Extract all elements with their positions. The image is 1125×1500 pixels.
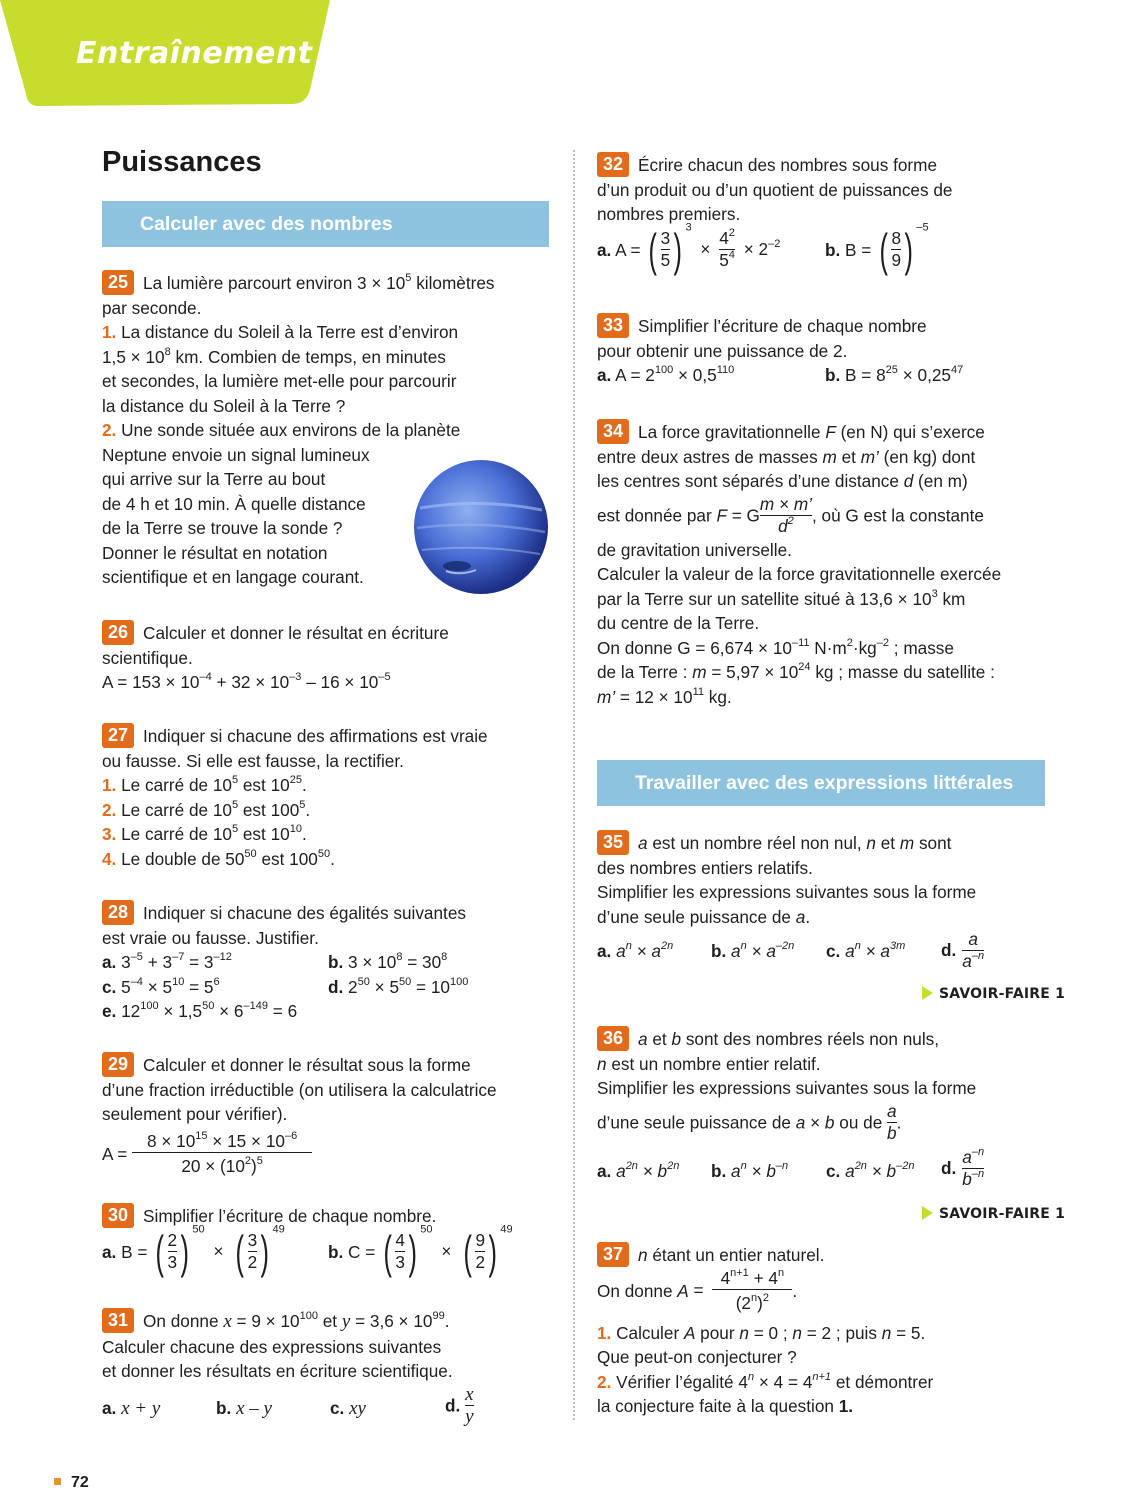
exercise-34: 34 La force gravitationnelle F (en N) qui s’exerce entre deux astres de masses m et m’ (en kg) dont les centres sont séparés d’une distance d (en m) est donnée par F = G $\frac{m \times m’}{d^2}$ , où G est la constante de gravitation universelle. Calculer la valeur de la force gravitationnelle exercée par la Terre sur un satellite situé à $13,6 \times 10^3$ km du centre de la Terre. On donne $G = 6,674 \times 10^{-11}$ $N\cdot m^2\cdot kg^{-2}$ ; masse de la Terre : $m = 5,97 \times 10^{24}$ kg ; masse du satellite : m’ = $12 \times 10^{11}$ kg. (597, 421, 1002, 707)
exercise-number: 27 (102, 723, 134, 748)
page-title: Puissances (102, 146, 262, 178)
exercise-number: 34 (597, 419, 629, 444)
exercise-28: 28 Indiquer si chacune des égalités suivantes est vraie ou fausse. Justifier. a. $3^{-5} + 3^{-7} = 3^{-12}$ b. $3 \times 10^8 = 30^8$ c. $5^{-4} \times 5^{10} = 5^6$ d. $2^{50} \times 5^{50} = 10^{100}$ e. $12^{100} \times 1,5^{50} \times 6^{-149} = 6$ (102, 902, 469, 1021)
exercise-number: 36 (597, 1026, 629, 1051)
exercise-number: 37 (597, 1242, 629, 1267)
list-item: 4. Le double de $50^{50}$ est $100^{50}$. (102, 847, 335, 869)
arrow-icon (922, 1206, 933, 1220)
exercise-27: 27 Indiquer si chacune des affirmations est vraie ou fausse. Si elle est fausse, la rectifier. 1. Le carré de $10^5$ est $10^{25}$. 2. Le carré de $10^5$ est $100^5$. 3. Le carré de $10^5$ est $10^{10}$. 4. Le double de $50^{50}$ est $100^{50}$. (102, 723, 552, 871)
exercise-number: 32 (597, 152, 629, 177)
exercise-33: 33 Simplifier l’écriture de chaque nombre pour obtenir une puissance de 2. a. $A = 2^{100} \times 0,5^{110}$ b. $B = 8^{25} \times 0,25^{47}$ (597, 315, 964, 385)
section-banner-expressions: Travailler avec des expressions littérales (597, 760, 1045, 806)
exercise-number: 31 (102, 1308, 134, 1333)
savoir-faire-link-36[interactable]: SAVOIR-FAIRE 1 (922, 1206, 1065, 1222)
exercise-number: 28 (102, 900, 134, 925)
list-item: 1. Le carré de $10^5$ est $10^{25}$. (102, 774, 307, 795)
page-number: 72 (54, 1474, 89, 1492)
exercise-29: 29 Calculer et donner le résultat sous la forme d’une fraction irréductible (on utilisera la calculatrice seulement pour vérifier). A = $\frac{8 \times 10^{15} \times 15 \times 10^{-6}}{20 \times (10^2)^5}$ (102, 1052, 562, 1177)
exercise-number: 25 (102, 270, 134, 295)
list-item: 2. Le carré de $10^5$ est $100^5$. (102, 798, 311, 820)
exercise-31: 31 On donne $x = 9 \times 10^{100}$ et $y = 3,6 \times 10^{99}$. Calculer chacune des expressions suivantes et donner les résultats en écriture scientifique. a. x + y b. x – y c. xy d. $\frac{x}{y}$ (102, 1310, 474, 1427)
bullet-square-icon (54, 1478, 61, 1485)
exercise-30: 30 Simplifier l’écriture de chaque nombre. a. B = ( $\frac{2}{3}$ ) $^{50}$ × ( $\frac{3}{2}$ ) $^{49}$ b. C = ( $\frac{4}{3}$ ) $^{50}$ × ( $\frac{9}{2}$ ) $^{49}$ (102, 1205, 513, 1278)
exercise-25: 25 La lumière parcourt environ $3 \times 10^5$ kilomètres par seconde. 1. La distance du Soleil à la Terre est d’environ $1,5 \times 10^8$ km. Combien de temps, en minutes et secondes, la lumière met-elle pour parcourir la distance du Soleil à la Terre ? 2. Une sonde située aux environs de la planète Neptune envoie un signal lumineux qui arrive sur la Terre au bout de 4 h et 10 min. À quelle distance de la Terre se trouve la sonde ? Donner le résultat en notation scientifique et en langage courant. (102, 272, 495, 587)
exercise-26: 26 Calculer et donner le résultat en écriture scientifique. $A = 153 \times 10^{-4} + 32 \times 10^{-3} - 16 \times 10^{-5}$ (102, 622, 449, 692)
exercise-number: 33 (597, 313, 629, 338)
exercise-number: 35 (597, 830, 629, 855)
list-item: 3. Le carré de $10^5$ est $10^{10}$. (102, 823, 307, 844)
exercise-32: 32 Écrire chacun des nombres sous forme d’un produit ou d’un quotient de puissances de nombres premiers. a. A = ( $\frac{3}{5}$ ) $^3$ × $\frac{4^2}{5^4}$ × $2^{-2}$ b. B = ( $\frac{8}{9}$ ) $^{-5}$ (597, 154, 953, 276)
arrow-icon (922, 986, 933, 1000)
exercise-36: 36 a et b sont des nombres réels non nuls, n est un nombre entier relatif. Simplifier les expressions suivantes sous la forme d’une seule puissance de a × b ou de $\frac{a}{b}$ . a. $a^{2n} \times b^{2n}$ b. $a^n \times b^{-n}$ c. $a^{2n} \times b^{-2n}$ d. $\frac{a^{-n}}{b^{-n}}$ (597, 1028, 985, 1189)
exercise-number: 26 (102, 620, 134, 645)
column-divider (573, 150, 575, 1420)
exercise-37: 37 n étant un entier naturel. On donne A = $\frac{4^{n+1} + 4^n}{(2^n)^2}$ . 1. Calculer A pour n = 0 ; n = 2 ; puis n = 5. Que peut-on conjecturer ? 2. Vérifier l’égalité $4^n \times 4 = 4^{n+1}$ et démontrer la conjecture faite à la question 1. (597, 1244, 934, 1416)
section-banner-nombres: Calculer avec des nombres (102, 201, 549, 247)
savoir-faire-link-35[interactable]: SAVOIR-FAIRE 1 (922, 986, 1065, 1002)
neptune-planet-image (412, 458, 550, 596)
exercise-35: 35 a est un nombre réel non nul, n et m sont des nombres entiers relatifs. Simplifier les expressions suivantes sous la forme d’une seule puissance de a. a. $a^n \times a^{2n}$ b. $a^n \times a^{-2n}$ c. $a^n \times a^{3m}$ d. $\frac{a}{a^{-n}}$ (597, 832, 985, 971)
fraction-expression: A = $\frac{8 \times 10^{15} \times 15 \times 10^{-6}}{20 \times (10^2)^5}$ (102, 1131, 562, 1177)
exercise-number: 30 (102, 1203, 134, 1228)
exercise-number: 29 (102, 1052, 134, 1077)
tab-label: Entraînement (76, 36, 313, 71)
